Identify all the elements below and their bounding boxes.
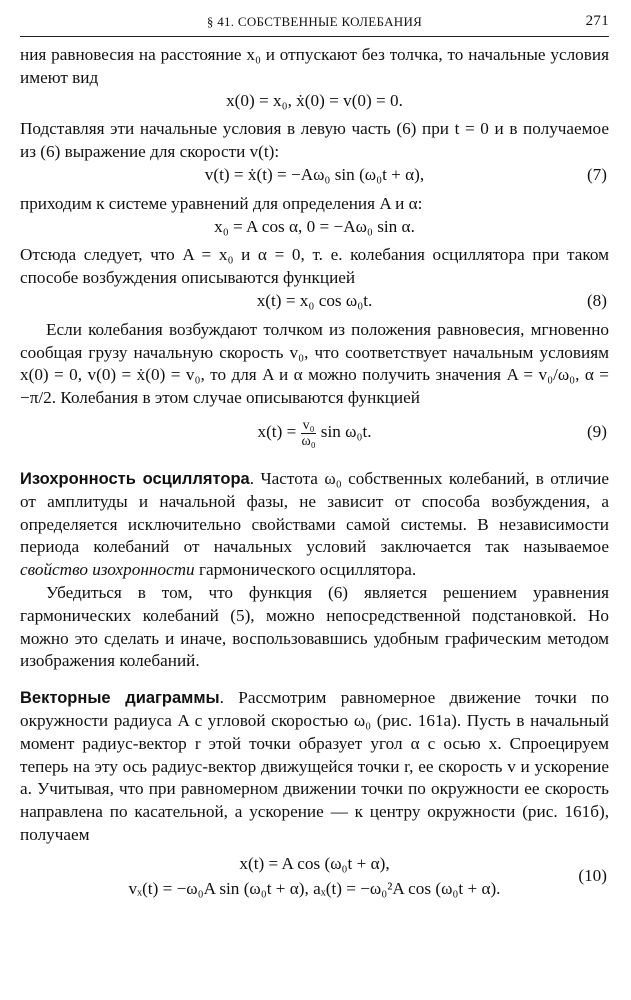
equation-number: (9)	[586, 421, 607, 441]
text-isochronism-b: гармонического осциллятора.	[194, 560, 417, 580]
equation-8	[20, 290, 609, 313]
heading-isochronism: Изохронность осциллятора	[20, 469, 250, 488]
paragraph-1: ния равновесия на расстояние x₀ и отпускают без толчка, то начальные условия имеют вид	[20, 45, 609, 87]
equation-10	[20, 853, 609, 901]
heading-vector-diagrams: Векторные диаграммы	[20, 689, 220, 708]
paragraph-vector-diagrams	[20, 687, 609, 847]
equation-10-line-1: x(t) = A cos (ω₀t + α),	[239, 853, 390, 873]
paragraph-3: приходим к системе уравнений для определения A и α:	[20, 193, 423, 213]
equation-9	[20, 410, 609, 454]
equation-system	[20, 216, 609, 239]
paragraph-5: Если колебания возбуждают толчком из положения равновесия, мгновенно сообщая грузу начальную скорость v₀, что соответствует начальным условиям x(0) = 0, v(0) = ẋ(0) = v₀, то для A и α можно получить значения A = v₀/ω₀, α = −π/2. Колебания в этом случае описываются функцией	[20, 319, 609, 408]
page-content	[20, 44, 609, 901]
paragraph-isochronism	[20, 468, 609, 582]
equation-7	[20, 164, 609, 187]
paragraph-4: Отсюда следует, что A = x₀ и α = 0, т. е. колебания осциллятора при таком способе возбуждения описываются функцией	[20, 245, 609, 288]
running-header	[20, 10, 609, 37]
equation-number: (8)	[586, 290, 607, 310]
equation-text: x(t) = x₀ cos ω₀t.	[256, 290, 373, 310]
section-title: § 41. СОБСТВЕННЫЕ КОЛЕБАНИЯ	[206, 14, 423, 29]
equation-text: v(t) = ẋ(t) = −Aω₀ sin (ω₀t + α),	[204, 164, 425, 184]
fraction-numerator: v₀	[302, 417, 315, 433]
fraction	[301, 418, 317, 449]
text-isochronism-a: . Частота ω₀ собственных колебаний, в отличие от амплитуды и начальной фазы, не зависит от способа возбуждения, а определяется исключительно свойствами самой системы. В независимости периода колебаний от начальных условий заключается так называемое	[20, 468, 609, 557]
paragraph-2: Подставляя эти начальные условия в левую часть (6) при t = 0 и в получаемое из (6) выражение для скорости v(t):	[20, 119, 609, 162]
equation-text: x₀ = A cos α, 0 = −Aω₀ sin α.	[214, 216, 415, 236]
equation-initial-conditions	[20, 90, 609, 113]
text-isochronism-italic: свойство изохронности	[20, 560, 195, 580]
fraction-denominator: ω₀	[301, 433, 316, 449]
equation-right: sin ω₀t.	[320, 421, 372, 441]
equation-left: x(t) =	[257, 421, 297, 441]
equation-text: x(0) = x₀, ẋ(0) = v(0) = 0.	[226, 90, 403, 110]
paragraph-7: Убедиться в том, что функция (6) является решением уравнения гармонических колебаний (5), можно непосредственной подстановкой. Но можно это сделать и иначе, воспользовавшись удобным графическим методом изображения колебаний.	[20, 582, 609, 671]
page-number: 271	[585, 13, 609, 29]
equation-number: (7)	[586, 164, 607, 184]
equation-number: (10)	[578, 865, 607, 885]
equation-10-line-2: vₓ(t) = −ω₀A sin (ω₀t + α), aₓ(t) = −ω₀²A cos (ω₀t + α).	[128, 878, 501, 898]
text-vector-diagrams: . Рассмотрим равномерное движение точки по окружности радиуса A с угловой скоростью ω₀ (рис. 161а). Пусть в начальный момент радиус-вектор r этой точки образует угол α с осью x. Спроецируем теперь на эту ось радиус-вектор движущейся точки r, ее скорость v и ускорение a. Учитывая, что при равномерном движении точки по окружности ее скорость направлена по касательной, а ускорение — к центру окружности (рис. 161б), получаем	[20, 688, 609, 844]
